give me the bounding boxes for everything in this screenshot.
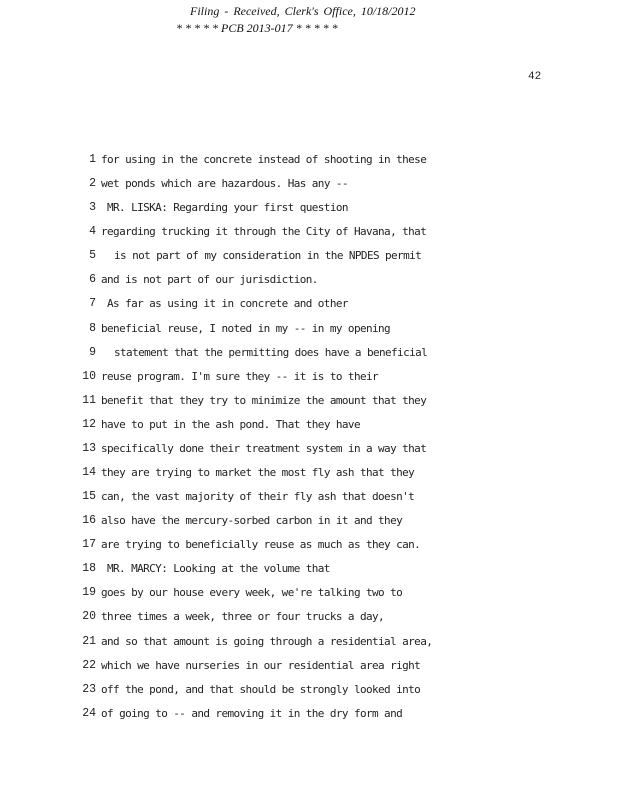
line-text: beneficial reuse, I noted in my -- in my opening — [101, 321, 391, 335]
line-number: 19 — [82, 586, 96, 600]
line-number: 24 — [82, 706, 96, 720]
transcript-body — [0, 153, 618, 731]
transcript-line — [0, 322, 618, 346]
line-text: benefit that they try to minimize the amount that they — [101, 393, 427, 407]
line-number: 15 — [82, 490, 96, 504]
transcript-line — [0, 153, 618, 177]
line-text: they are trying to market the most fly ash that they — [101, 466, 415, 480]
line-number: 16 — [82, 514, 96, 528]
transcript-line — [0, 683, 618, 707]
line-text: have to put in the ash pond. That they have — [101, 417, 360, 431]
transcript-line — [0, 225, 618, 249]
transcript-line — [0, 394, 618, 418]
filing-header — [0, 0, 618, 40]
line-number: 1 — [89, 153, 96, 166]
line-number: 9 — [89, 345, 96, 359]
line-text: wet ponds which are hazardous. Has any -- — [101, 177, 348, 191]
line-text: and so that amount is going through a residential area, — [101, 634, 433, 648]
line-text: off the pond, and that should be strongly looked into — [101, 682, 421, 696]
line-number: 20 — [82, 610, 96, 624]
transcript-line — [0, 635, 618, 659]
line-text: three times a week, three or four trucks a day, — [101, 610, 385, 624]
transcript-line — [0, 659, 618, 683]
transcript-line — [0, 586, 618, 610]
line-text: regarding trucking it through the City of Havana, that — [101, 225, 427, 239]
transcript-line — [0, 538, 618, 562]
transcript-line — [0, 514, 618, 538]
line-text: specifically done their treatment system in a way that — [101, 441, 427, 455]
line-number: 10 — [82, 369, 96, 383]
transcript-line — [0, 297, 618, 321]
line-number: 11 — [82, 393, 96, 407]
line-number: 17 — [82, 538, 96, 552]
line-text: are trying to beneficially reuse as much as they can. — [101, 538, 421, 552]
line-text: for using in the concrete instead of shooting in these — [101, 153, 427, 166]
line-text: goes by our house every week, we're talking two to — [101, 586, 403, 600]
line-number: 8 — [89, 321, 96, 335]
line-text: MR. LISKA: Regarding your first question — [107, 201, 348, 215]
line-number: 13 — [82, 441, 96, 455]
line-number: 4 — [89, 225, 96, 239]
transcript-line — [0, 370, 618, 394]
page-number: 42 — [528, 71, 542, 83]
transcript-line — [0, 707, 618, 731]
transcript-line — [0, 610, 618, 634]
line-number: 21 — [82, 634, 96, 648]
line-number: 7 — [89, 297, 96, 311]
transcript-line — [0, 201, 618, 225]
transcript-line — [0, 418, 618, 442]
line-number: 12 — [82, 417, 96, 431]
line-number: 22 — [82, 658, 96, 672]
line-text: statement that the permitting does have a beneficial — [114, 345, 428, 359]
line-text: also have the mercury-sorbed carbon in it and they — [101, 514, 403, 528]
case-number-line: * * * * * PCB 2013-017 * * * * * — [176, 21, 338, 35]
line-number: 14 — [82, 466, 96, 480]
line-number: 18 — [82, 562, 96, 576]
line-text: of going to -- and removing it in the dry form and — [101, 706, 403, 720]
transcript-line — [0, 466, 618, 490]
line-text: can, the vast majority of their fly ash that doesn't — [101, 490, 415, 504]
transcript-line — [0, 177, 618, 201]
transcript-line — [0, 490, 618, 514]
transcript-line — [0, 442, 618, 466]
line-text: and is not part of our jurisdiction. — [101, 273, 318, 287]
line-number: 2 — [89, 177, 96, 191]
transcript-line — [0, 562, 618, 586]
transcript-line — [0, 249, 618, 273]
line-number: 5 — [89, 249, 96, 263]
line-text: which we have nurseries in our residential area right — [101, 658, 421, 672]
filing-stamp-line: Filing - Received, Clerk's Office, 10/18/2012 — [190, 4, 416, 18]
line-number: 6 — [89, 273, 96, 287]
line-text: reuse program. I'm sure they -- it is to their — [101, 369, 379, 383]
line-text: MR. MARCY: Looking at the volume that — [107, 562, 330, 576]
line-number: 23 — [82, 682, 96, 696]
line-text: As far as using it in concrete and other — [107, 297, 348, 311]
line-text: is not part of my consideration in the NPDES permit — [114, 249, 422, 263]
line-number: 3 — [89, 201, 96, 215]
transcript-line — [0, 346, 618, 370]
transcript-line — [0, 273, 618, 297]
